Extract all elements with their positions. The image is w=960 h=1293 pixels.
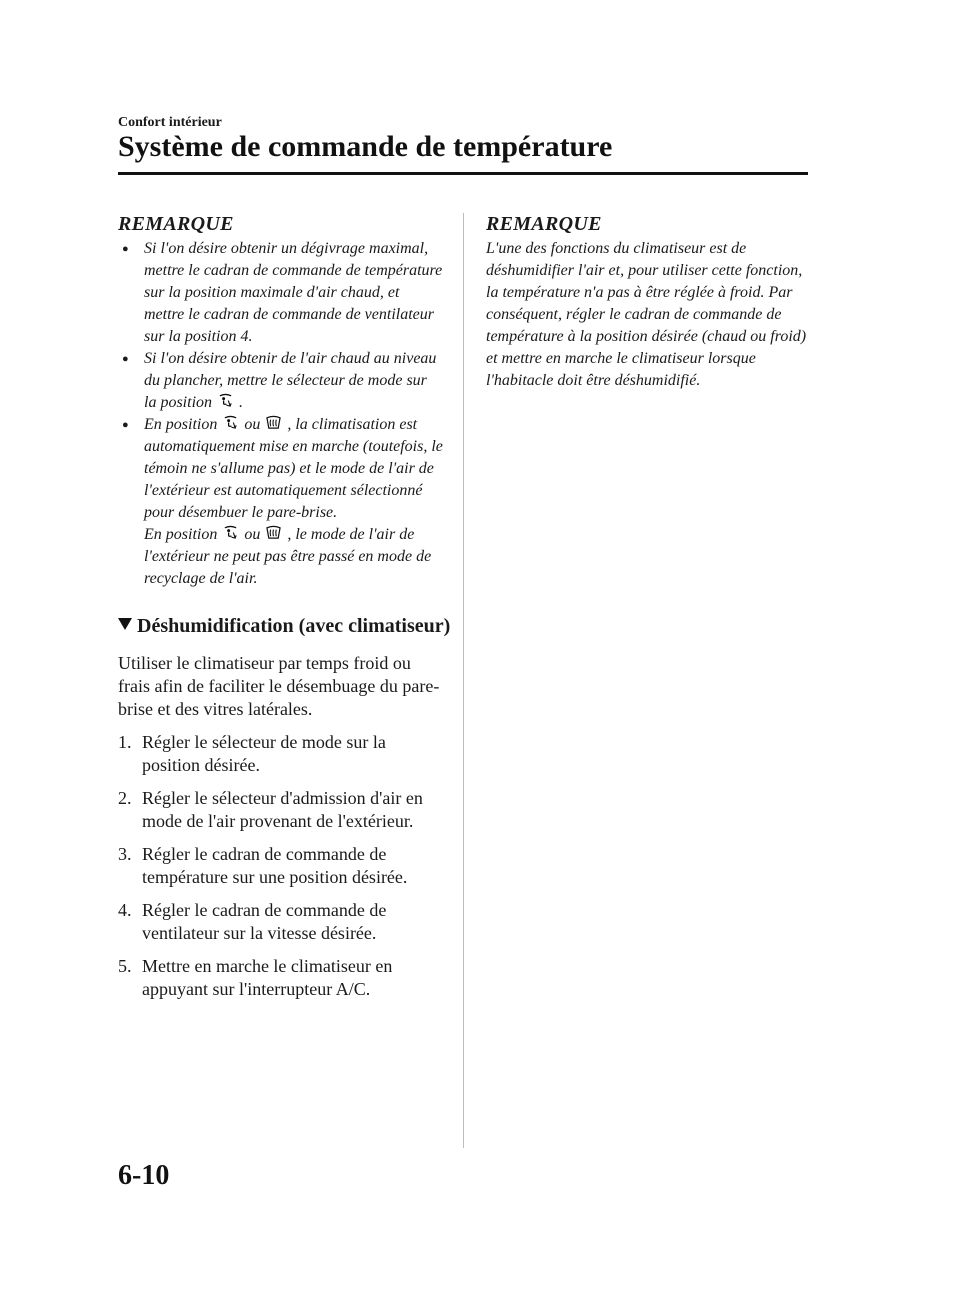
dehumidification-heading-text: Déshumidification (avec climatiseur) [137,615,451,637]
step-number: 2. [118,788,132,808]
floor-defrost-icon [223,525,238,540]
note-text: , la climatisation est automatiquement mise en marche (toutefois, le témoin ne s'allume pas) et le mode de l'air de l'extérieur est automatiquement sélectionné pour désembuer le pare-brise. [144,416,443,521]
note-text: , le mode de l'air de l'extérieur ne peut pas être passé en mode de recyclage de l'air. [144,526,432,587]
title-rule [118,172,808,175]
note-text: Si l'on désire obtenir de l'air chaud au niveau du plancher, mettre le sélecteur de mode sur la position [144,350,437,411]
dehumidification-intro: Utiliser le climatiseur par temps froid ou frais afin de faciliter le désembuage du pare-brise et des vitres latérales. [118,653,440,719]
step-item [118,899,443,945]
column-divider [463,213,464,1148]
step-text: Régler le cadran de commande de ventilateur sur la vitesse désirée. [142,900,387,943]
note-heading: REMARQUE [486,213,602,235]
step-item [118,843,443,889]
note-subparagraph [144,524,443,590]
step-text: Mettre en marche le climatiseur en appuyant sur l'interrupteur A/C. [142,956,393,999]
bullet-icon: ● [122,353,129,365]
note-text: ou [244,526,261,543]
note-text: . [239,394,244,411]
step-item [118,955,443,1001]
note-text: ou [244,416,261,433]
note-text: Si l'on désire obtenir un dégivrage maximal, mettre le cadran de commande de température sur la position maximale d'air chaud, et mettre le cadran de commande de ventilateur sur la position 4. [144,240,443,345]
note-text: En position [144,416,218,433]
step-number: 4. [118,900,132,920]
note-text: En position [144,526,218,543]
note-list [118,238,443,590]
steps-list [118,731,443,1001]
note-item [118,348,443,414]
step-number: 1. [118,732,132,752]
windshield-defrost-icon [266,525,281,540]
note-heading: REMARQUE [118,213,234,235]
step-number: 3. [118,844,132,864]
step-text: Régler le sélecteur de mode sur la position désirée. [142,732,386,775]
floor-defrost-icon [223,415,238,430]
note-item [118,238,443,348]
note-item [118,414,443,590]
section-label: Confort intérieur [118,115,222,130]
step-text: Régler le cadran de commande de température sur une position désirée. [142,844,408,887]
bullet-icon: ● [122,419,129,431]
step-text: Régler le sélecteur d'admission d'air en mode de l'air provenant de l'extérieur. [142,788,423,831]
step-item [118,731,443,777]
triangle-down-icon [118,618,132,630]
right-column [486,212,811,392]
step-item [118,787,443,833]
page-number: 6-10 [118,1160,170,1191]
floor-defrost-icon [218,393,233,408]
windshield-defrost-icon [266,415,281,430]
dehumidification-heading [118,612,451,640]
step-number: 5. [118,956,132,976]
note-paragraph: L'une des fonctions du climatiseur est de déshumidifier l'air et, pour utiliser cette fonction, la température n'a pas à être réglée à froid. Par conséquent, régler le cadran de commande de température à la position désirée (chaud ou froid) et mettre en marche le climatiseur lorsque l'habitacle doit être déshumidifié. [486,240,807,389]
left-column [118,212,451,1001]
page-title: Système de commande de température [118,130,613,163]
bullet-icon: ● [122,243,129,255]
